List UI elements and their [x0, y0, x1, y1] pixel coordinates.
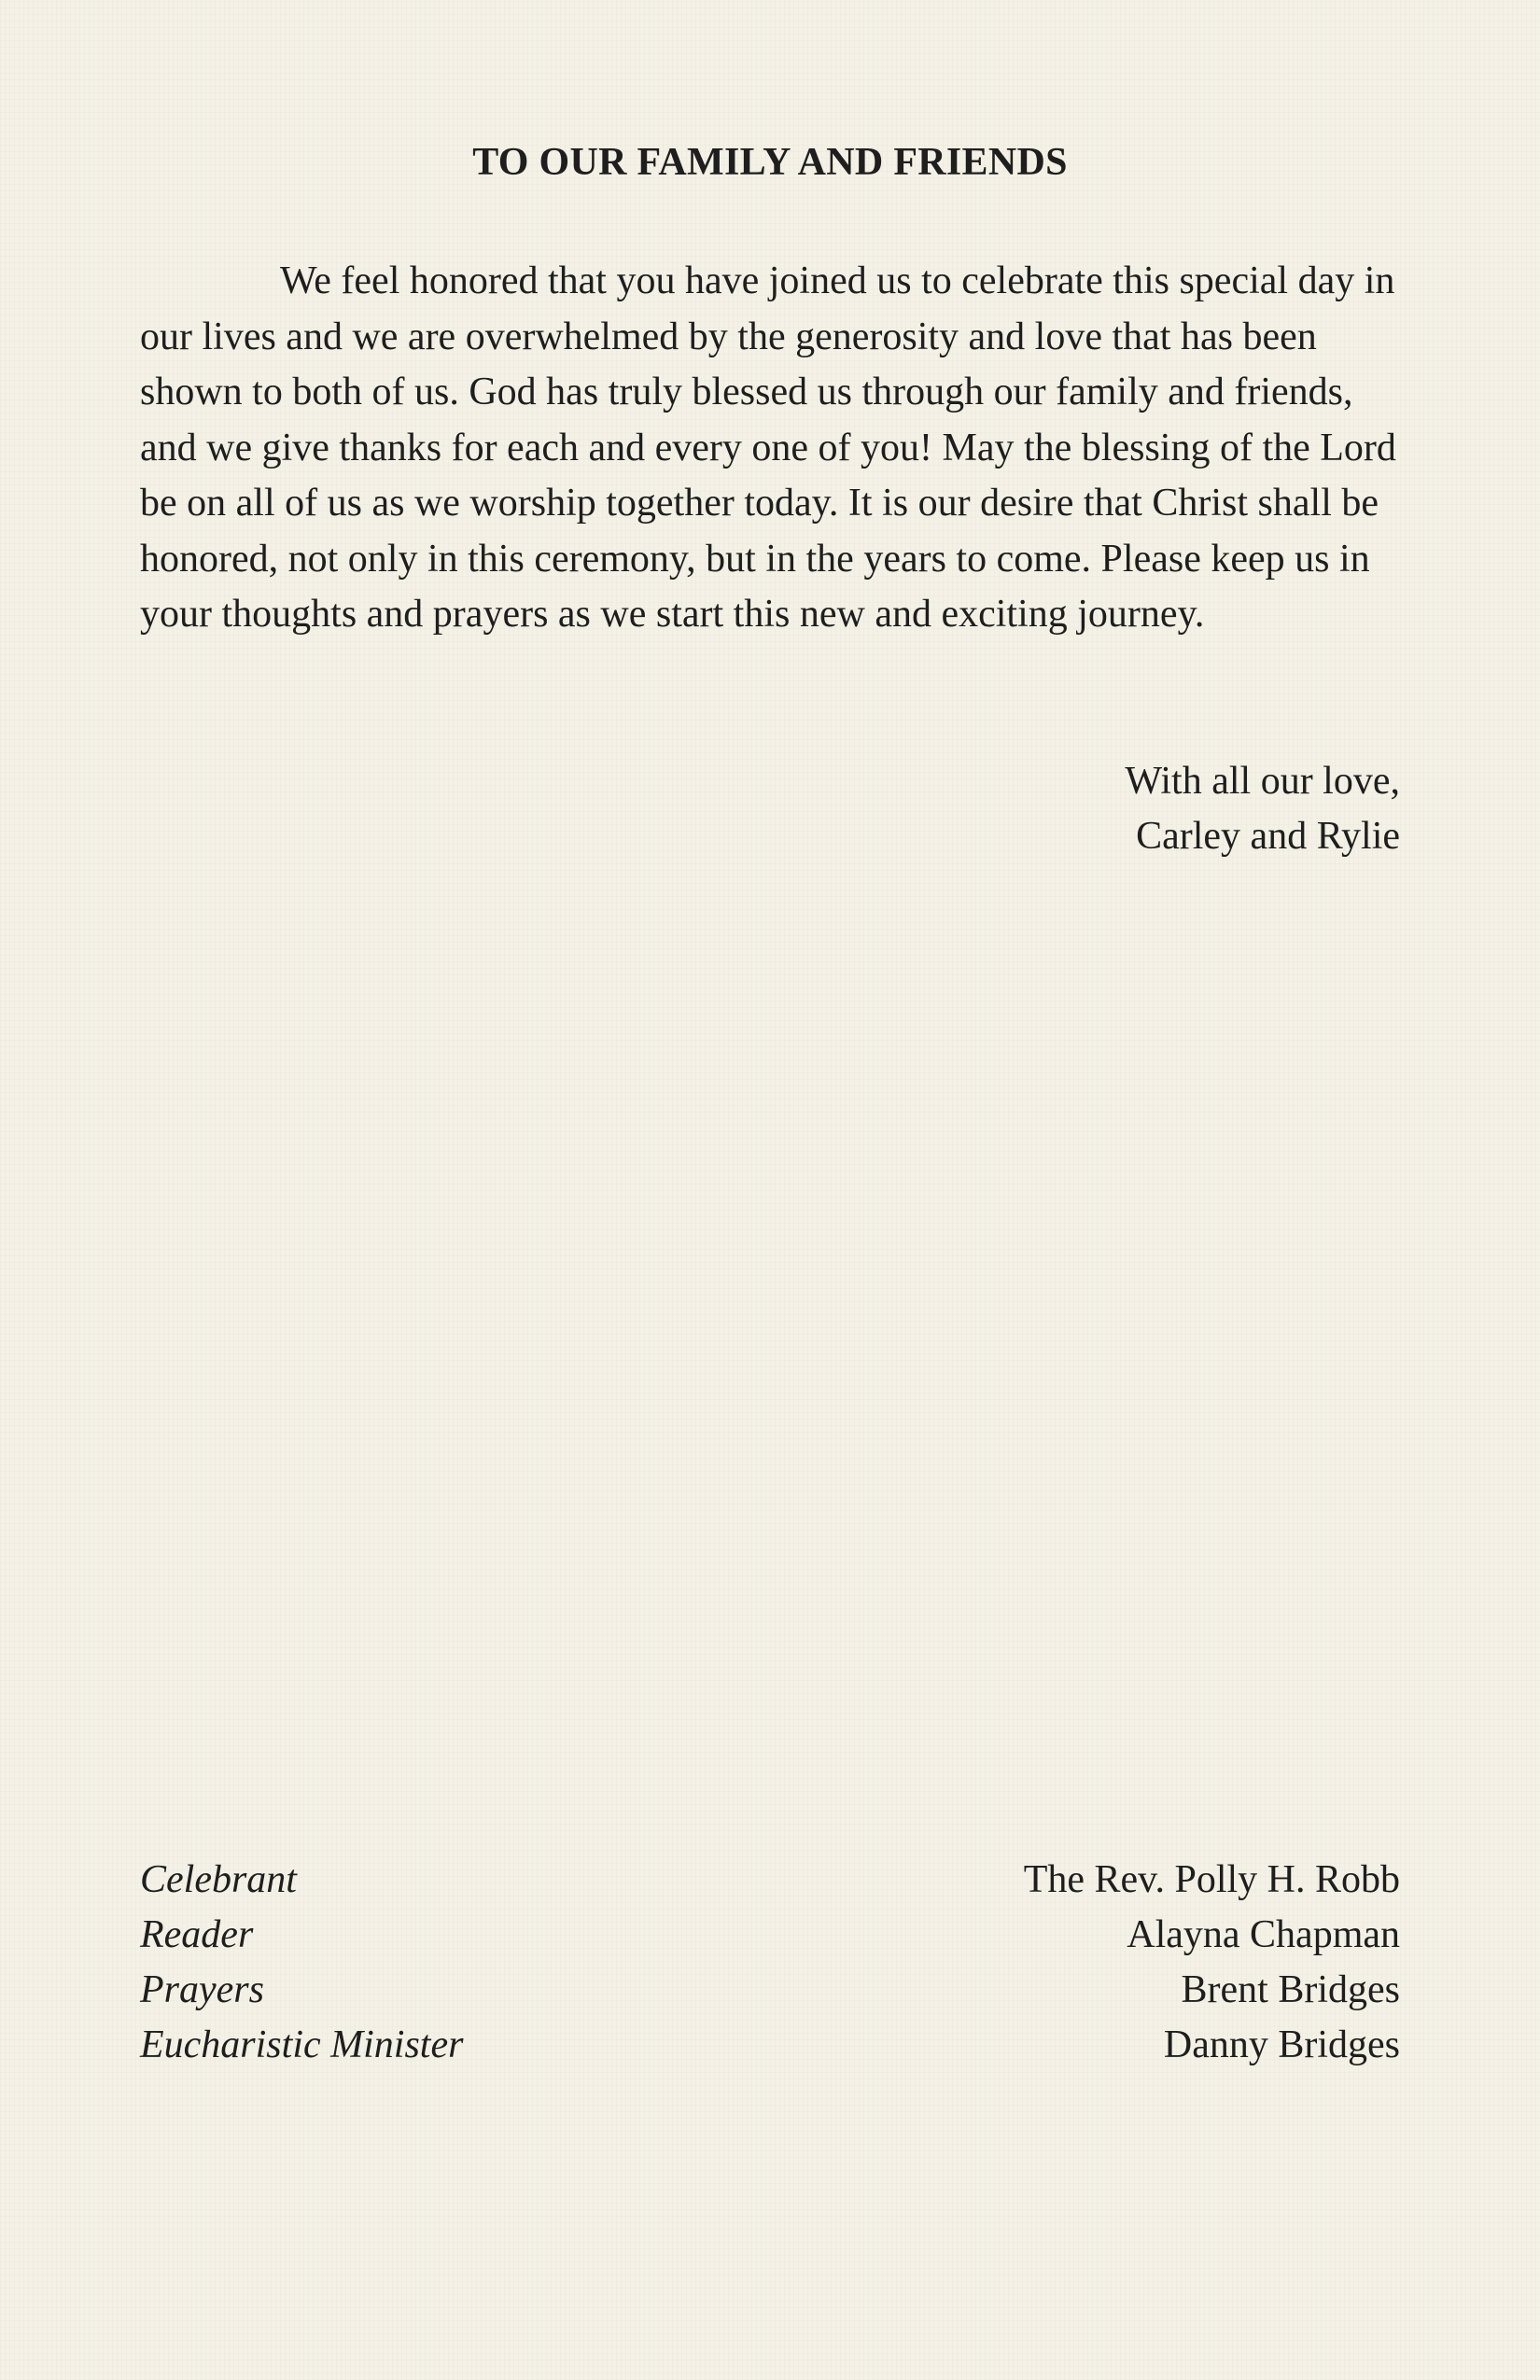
role-label: Reader — [140, 1913, 254, 1956]
signature-line: Carley and Rylie — [1136, 815, 1400, 858]
role-row — [140, 1853, 1400, 1908]
program-page — [140, 0, 1400, 2380]
closing-line: With all our love, — [1125, 760, 1400, 803]
letter-body: We feel honored that you have joined us to celebrate this special day in our lives and we are overwhelmed by the generosity and love that has been shown to both of us. God has truly blessed us through our family and friends, and we give thanks for each and every one of you! May the blessing of the Lord be on all of us as we worship together today. It is our desire that Christ shall be honored, not only in this ceremony, but in the years to come. Please keep us in your thoughts and prayers as we start this new and exciting journey. — [140, 259, 1396, 636]
role-label: Celebrant — [140, 1858, 297, 1901]
ceremony-roles-list — [140, 1853, 1400, 2073]
letter-closing-block — [1125, 754, 1400, 864]
role-row — [140, 2018, 1400, 2073]
role-label: Eucharistic Minister — [140, 2023, 464, 2066]
role-name: Danny Bridges — [1163, 2023, 1400, 2066]
role-name: Alayna Chapman — [1127, 1913, 1400, 1956]
role-label: Prayers — [140, 1968, 264, 2011]
role-name: Brent Bridges — [1181, 1968, 1400, 2011]
role-row — [140, 1908, 1400, 1963]
role-row — [140, 1963, 1400, 2018]
page-title: TO OUR FAMILY AND FRIENDS — [472, 141, 1068, 184]
role-name: The Rev. Polly H. Robb — [1023, 1858, 1400, 1901]
